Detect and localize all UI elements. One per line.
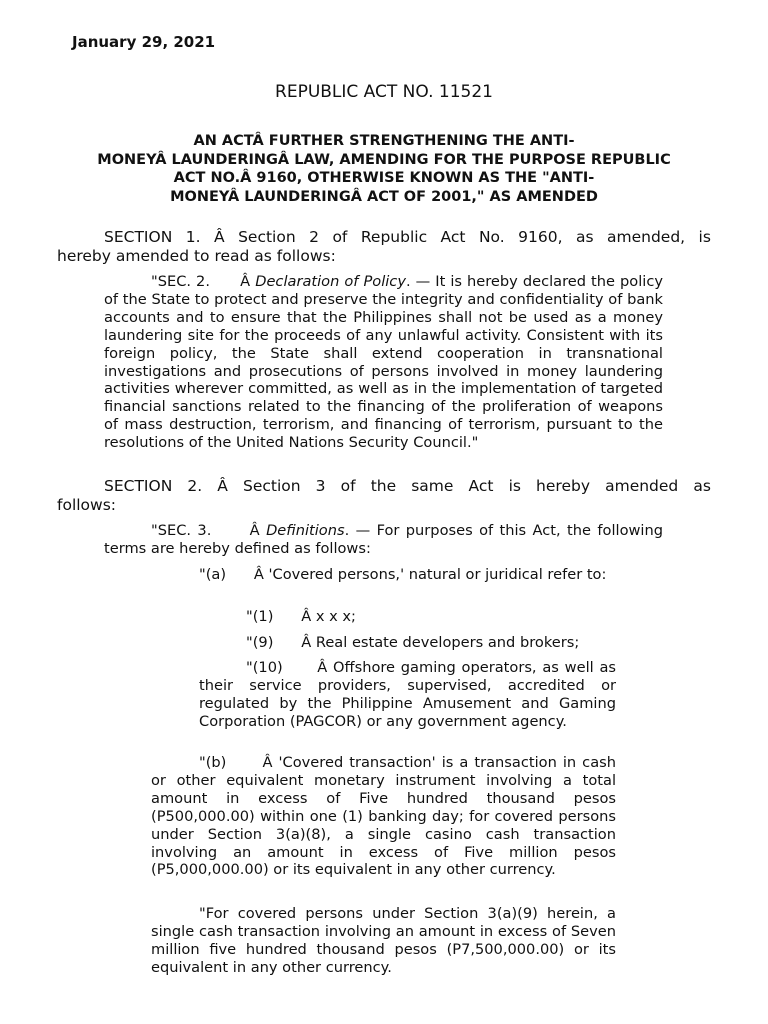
section-2-text: follows:: [57, 496, 117, 514]
lead-word: SECTION: [104, 228, 173, 246]
lead-word: Act: [468, 477, 494, 495]
lead-word: 3: [315, 477, 326, 495]
lead-word: Section: [242, 477, 301, 495]
lead-word: the: [370, 477, 397, 495]
lead-word: Section: [238, 228, 296, 246]
lead-word: is: [508, 477, 521, 495]
sec-2-body: . — It is hereby declared the policy of the State to protect and preserve the integrity and confidentiality of bank accounts and to ensure that the Philippines shall not be used as a money laundering site for the proceeds of any unlawful activity. Consistent with its foreign policy, the State shall extend cooperation in transnational investigations and prosecutions of persons involved in money laundering activities wherever committed, as well as in the implementation of targeted financial sanctions related to the financing of the proliferation of weapons of mass destruction, terrorism, and financing of terrorism, pursuant to the resolutions of the United Nations Security Council.": [104, 273, 663, 452]
lead-word: is: [698, 228, 711, 246]
item-a-text: "(a) Â 'Covered persons,' natural or juridical refer to:: [199, 566, 607, 583]
lead-word: of: [332, 228, 348, 246]
sec-2-declaration-of-policy: [104, 273, 663, 452]
section-1: [57, 228, 711, 266]
section-1-lead: [57, 228, 711, 247]
sec-3-heading: Definitions: [266, 522, 345, 539]
item-10-text: "(10) Â Offshore gaming operators, as well as their service providers, supervised, accredited or regulated by the Philippine Amusement and Gaming Corporation (PAGCOR) or any government agency.: [199, 659, 621, 730]
lead-word: Â: [217, 477, 228, 495]
lead-word: 9160,: [518, 228, 563, 246]
document-date: January 29, 2021: [72, 33, 216, 51]
item-1-text: "(1) Â x x x;: [246, 608, 356, 625]
lead-word: amended,: [606, 228, 686, 246]
lead-word: Â: [214, 228, 225, 246]
sec-3-prefix: "SEC. 3. Â: [151, 522, 267, 539]
lead-word: SECTION: [104, 477, 173, 495]
lead-word: Republic: [360, 228, 428, 246]
lead-word: 2: [309, 228, 319, 246]
definition-item-1: [199, 608, 616, 626]
sec-2-prefix: "SEC. 2. Â: [151, 273, 256, 290]
lead-word: amended: [605, 477, 679, 495]
lead-word: hereby: [536, 477, 590, 495]
lead-word: of: [340, 477, 356, 495]
act-title: [60, 132, 708, 206]
lead-word: as: [693, 477, 711, 495]
sec-3-definitions: [104, 522, 663, 558]
lead-word: same: [411, 477, 454, 495]
item-b-text: "(b) Â 'Covered transaction' is a transaction in cash or other equivalent monetary instrument involving a total amount in excess of Five hundred thousand pesos (P500,000.00) within one (1) banking day; for covered persons under Section 3(a)(8), a single casino cash transaction involving an amount in excess of Five million pesos (P5,000,000.00) or its equivalent in any other currency.: [151, 754, 621, 879]
act-title-line: MONEYÂ LAUNDERINGÂ ACT OF 2001," AS AMENDED: [170, 188, 598, 205]
sec-2-heading: Declaration of Policy: [255, 273, 406, 290]
section-2: [57, 477, 711, 515]
definition-item-10: [199, 659, 621, 731]
section-2-lead: [57, 477, 711, 496]
lead-word: as: [575, 228, 594, 246]
lead-word: 1.: [185, 228, 201, 246]
definition-item-a: [151, 566, 616, 584]
sec-3-body: . — For purposes of this Act, the following terms are hereby defined as follows:: [104, 522, 663, 557]
act-title-line: ACT NO.Â 9160, OTHERWISE KNOWN AS THE "ANTI-: [173, 170, 595, 186]
act-title-line: AN ACTÂ FURTHER STRENGTHENING THE ANTI-: [193, 133, 575, 149]
item-c-text: "For covered persons under Section 3(a)(9) herein, a single cash transaction involving an amount in excess of Seven million five hundred thousand pesos (P7,500,000.00) or its equivalent in any other currency.: [151, 905, 621, 976]
lead-word: 2.: [187, 477, 203, 495]
definition-item-c: [151, 905, 621, 977]
act-title-line: MONEYÂ LAUNDERINGÂ LAW, AMENDING FOR THE PURPOSE REPUBLIC: [97, 151, 671, 168]
section-1-text: hereby amended to read as follows:: [57, 247, 336, 265]
item-9-text: "(9) Â Real estate developers and brokers;: [246, 634, 580, 651]
lead-word: No.: [478, 228, 505, 246]
definition-item-b: [151, 754, 621, 879]
lead-word: Act: [440, 228, 466, 246]
definition-item-9: [199, 634, 616, 652]
act-number-heading: REPUBLIC ACT NO. 11521: [275, 82, 493, 102]
